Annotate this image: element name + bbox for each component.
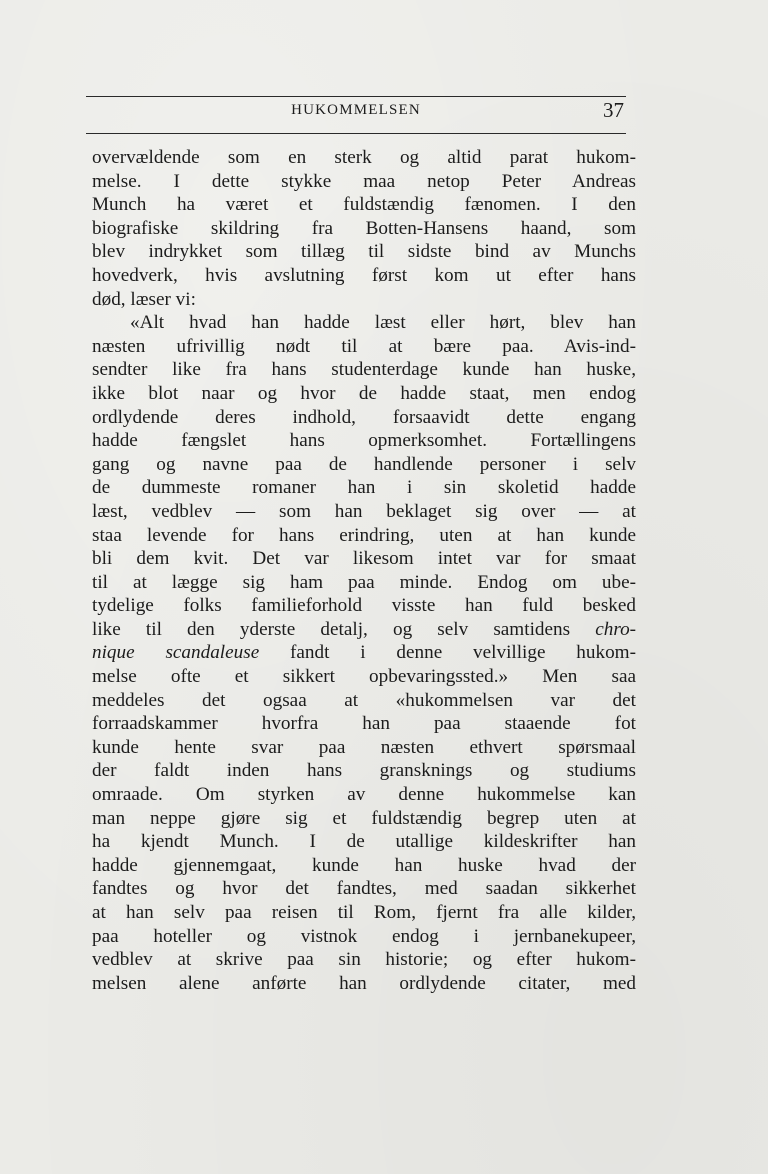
text-line: paa hoteller og vistnok endog i jernbanekupeer, xyxy=(92,925,636,947)
body-text xyxy=(92,146,636,995)
text-line: til at lægge sig ham paa minde. Endog om ube- xyxy=(92,571,636,593)
text-line: melse. I dette stykke maa netop Peter Andreas xyxy=(92,170,636,192)
running-title: HUKOMMELSEN xyxy=(291,102,421,118)
header-bottom-rule xyxy=(86,133,626,134)
text-line: bli dem kvit. Det var likesom intet var for smaat xyxy=(92,548,636,570)
text-line: tydelige folks familieforhold visste han fuld besked xyxy=(92,595,636,617)
text-line: der faldt inden hans gransknings og studiums xyxy=(92,760,636,782)
text-line: omraade. Om styrken av denne hukommelse kan xyxy=(92,784,636,806)
text-line: fandtes og hvor det fandtes, med saadan sikkerhet xyxy=(92,878,636,900)
text-line: like til den yderste detalj, og selv samtidens chro- xyxy=(92,618,637,640)
text-line: «Alt hvad han hadde læst eller hørt, blev han xyxy=(130,312,636,334)
text-line: død, læser vi: xyxy=(92,288,196,310)
text-line: ha kjendt Munch. I de utallige kildeskrifter han xyxy=(92,831,636,853)
text-line: overvældende som en sterk og altid parat hukom- xyxy=(92,147,636,168)
text-line: ordlydende deres indhold, forsaavidt dette engang xyxy=(92,406,636,428)
text-line: blev indrykket som tillæg til sidste bind av Munchs xyxy=(92,241,636,263)
text-line: man neppe gjøre sig et fuldstændig begrep uten at xyxy=(92,807,636,829)
italic-phrase: chro- xyxy=(595,618,637,640)
text-line: læst, vedblev — som han beklaget sig over — at xyxy=(92,500,636,522)
text-line: hadde gjennemgaat, kunde han huske hvad der xyxy=(92,854,636,876)
text-line: hadde fængslet hans opmerksomhet. Fortællingens xyxy=(92,430,636,452)
text-line: vedblev at skrive paa sin historie; og efter hukom- xyxy=(92,949,636,971)
italic-phrase: nique xyxy=(92,642,135,664)
text-line: næsten ufrivillig nødt til at bære paa. Avis-ind- xyxy=(92,335,636,357)
text-line: hovedverk, hvis avslutning først kom ut efter hans xyxy=(92,264,636,286)
text-line: nique scandaleuse fandt i denne velvillige hukom- xyxy=(92,642,636,664)
text-line: de dummeste romaner han i sin skoletid hadde xyxy=(92,477,636,499)
text-line: melse ofte et sikkert opbevaringssted.» Men saa xyxy=(92,666,636,688)
header-top-rule xyxy=(86,96,626,97)
text-line: melsen alene anførte han ordlydende citater, med xyxy=(92,972,636,994)
text-line: at han selv paa reisen til Rom, fjernt fra alle kilder, xyxy=(92,902,636,923)
text-line: gang og navne paa de handlende personer i selv xyxy=(92,453,636,475)
text-line: staa levende for hans erindring, uten at han kunde xyxy=(92,524,636,546)
text-line: forraadskammer hvorfra han paa staaende fot xyxy=(92,713,636,735)
page-number: 37 xyxy=(603,98,624,122)
text-line: Munch ha været et fuldstændig fænomen. I den xyxy=(92,194,636,216)
text-line: biografiske skildring fra Botten-Hansens haand, som xyxy=(92,217,636,239)
text-line: kunde hente svar paa næsten ethvert spørsmaal xyxy=(92,736,636,758)
italic-phrase: scandaleuse xyxy=(165,642,260,664)
text-line: meddeles det ogsaa at «hukommelsen var det xyxy=(92,689,636,711)
text-line: ikke blot naar og hvor de hadde staat, men endog xyxy=(92,382,636,404)
text-line: sendter like fra hans studenterdage kunde han huske, xyxy=(92,359,636,381)
page-header xyxy=(86,96,626,134)
